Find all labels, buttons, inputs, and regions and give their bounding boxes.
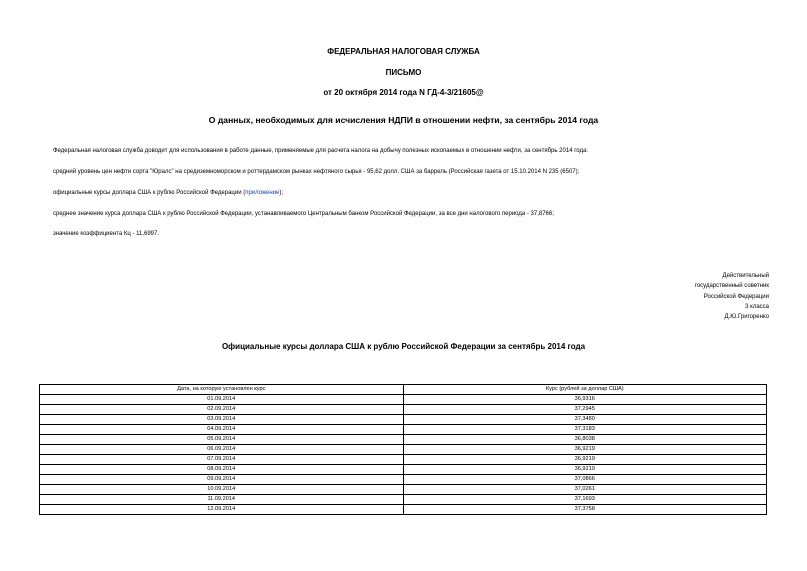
- rate-cell: 37,3183: [403, 425, 767, 435]
- signature-name: Д.Ю.Григоренко: [724, 314, 769, 321]
- signature-block: [695, 271, 769, 322]
- table-row: [40, 465, 767, 475]
- paragraph-oil-price: средний уровень цен нефти сорта "Юралс" на средиземноморском и роттердамском рынках нефтяного сырья - 95,62 долл. США за баррель (Российская газета от 15.10.2014 N 235 (6507);: [53, 169, 580, 175]
- signature-line: государственный советник: [694, 283, 769, 290]
- agency-heading: ФЕДЕРАЛЬНАЯ НАЛОГОВАЯ СЛУЖБА: [327, 47, 480, 56]
- column-header-rate: Курс (рублей за доллар США): [403, 385, 767, 395]
- table-row: [40, 445, 767, 455]
- date-cell: 03.09.2014: [40, 415, 404, 425]
- table-row: [40, 435, 767, 445]
- table-row: [40, 425, 767, 435]
- rate-cell: 36,8038: [403, 435, 767, 445]
- rate-cell: 37,3758: [403, 505, 767, 515]
- paragraph-intro: Федеральная налоговая служба доводит для использования в работе данные, применяемые для расчета налога на добычу полезных ископаемых в отношении нефти, за сентябрь 2014 года:: [53, 148, 588, 154]
- table-title: Официальные курсы доллара США к рублю Российской Федерации за сентябрь 2014 года: [221, 342, 586, 351]
- table-row: [40, 405, 767, 415]
- rate-cell: 37,0261: [403, 485, 767, 495]
- table-row: [40, 495, 767, 505]
- document-type: ПИСЬМО: [385, 68, 422, 77]
- rate-cell: 37,1693: [403, 495, 767, 505]
- rate-cell: 37,0866: [403, 475, 767, 485]
- date-cell: 11.09.2014: [40, 495, 404, 505]
- date-cell: 04.09.2014: [40, 425, 404, 435]
- rate-cell: 36,9219: [403, 455, 767, 465]
- table-row: [40, 505, 767, 515]
- date-cell: 06.09.2014: [40, 445, 404, 455]
- table-row: [40, 415, 767, 425]
- paragraph-exchange-rates-end: );: [279, 190, 284, 196]
- rate-cell: 36,9219: [403, 445, 767, 455]
- table-row: [40, 395, 767, 405]
- signature-line: Действительный: [722, 273, 769, 279]
- date-cell: 08.09.2014: [40, 465, 404, 475]
- document-date-number: от 20 октября 2014 года N ГД-4-3/21605@: [323, 88, 484, 97]
- paragraph-coefficient: значение коэффициента Кц - 11,6997.: [53, 231, 160, 237]
- signature-line: 3 класса: [745, 303, 769, 310]
- rate-cell: 37,2945: [403, 405, 767, 415]
- date-cell: 01.09.2014: [40, 395, 404, 405]
- paragraph-exchange-rates-text: официальные курсы доллара США к рублю Российской Федерации (: [53, 190, 246, 196]
- paragraph-exchange-rates: [53, 190, 283, 196]
- date-cell: 12.09.2014: [40, 505, 404, 515]
- rate-cell: 36,9316: [403, 395, 767, 405]
- signature-line: Российской Федерации: [703, 293, 769, 300]
- date-cell: 05.09.2014: [40, 435, 404, 445]
- table-row: [40, 455, 767, 465]
- rate-cell: 37,3480: [403, 415, 767, 425]
- rate-cell: 36,9219: [403, 465, 767, 475]
- appendix-link[interactable]: приложение: [245, 190, 280, 196]
- table-row: [40, 475, 767, 485]
- date-cell: 09.09.2014: [40, 475, 404, 485]
- document-subject: О данных, необходимых для исчисления НДПИ в отношении нефти, за сентябрь 2014 года: [208, 115, 599, 125]
- date-cell: 07.09.2014: [40, 455, 404, 465]
- table-header-row: [40, 385, 767, 395]
- exchange-rates-table: [39, 384, 767, 515]
- paragraph-average-rate: среднее значение курса доллара США к рублю Российской Федерации, устанавливаемого Центральным банком Российской Федерации, за все дни налогового периода - 37,8766;: [53, 211, 554, 217]
- column-header-date: Дата, на которую установлен курс: [40, 385, 404, 395]
- date-cell: 02.09.2014: [40, 405, 404, 415]
- table-row: [40, 485, 767, 495]
- date-cell: 10.09.2014: [40, 485, 404, 495]
